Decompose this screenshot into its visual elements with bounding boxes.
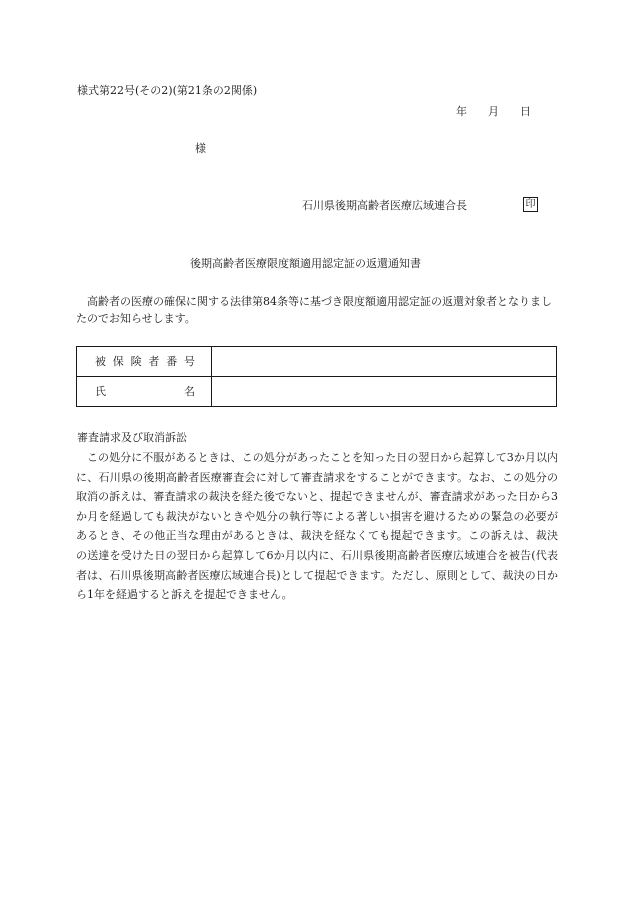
name-value (212, 377, 557, 407)
issuer-name: 石川県後期高齢者医療広域連合長 (302, 199, 467, 212)
recipient-honorific: 様 (195, 142, 206, 155)
date-month-label: 月 (488, 105, 499, 118)
label-char: 番 (166, 355, 178, 368)
appeal-heading: 審査請求及び取消訴訟 (77, 431, 187, 444)
label-char: 被 (95, 355, 106, 368)
label-char: 号 (183, 355, 195, 368)
table-row-name (77, 377, 557, 407)
intro-paragraph: 高齢者の医療の確保に関する法律第84条等に基づき限度額適用認定証の返還対象者となりましたのでお知らせします。 (76, 295, 552, 325)
date-day-label: 日 (520, 105, 531, 118)
appeal-body: この処分に不服があるときは、この処分があったことを知った日の翌日から起算して3か月以内に、石川県の後期高齢者医療審査会に対して審査請求をすることができます。なお、この処分の取消の訴えは、審査請求の裁決を経た後でないと、提起できませんが、審査請求があった日から3か月を経過しても裁決がないときや処分の執行等による著しい損害を避けるための緊急の必要があるとき、その他正当な理由があるときは、裁決を経なくても提起できます。この訴えは、裁決の送達を受けた日の翌日から起算して6か月以内に、石川県後期高齢者医療広域連合を被告(代表者は、石川県後期高齢者医療広域連合長)として提起できます。ただし、原則として、裁決の日から1年を経過すると訴えを提起できません。 (76, 451, 558, 602)
document-title: 後期高齢者医療限度額適用認定証の返還通知書 (190, 257, 421, 270)
name-label (77, 377, 212, 407)
name-label-text (95, 386, 195, 397)
insured-number-label (77, 347, 212, 377)
label-char: 氏 (95, 385, 106, 398)
date-line (456, 106, 531, 117)
insured-info-table (76, 346, 557, 407)
form-number: 様式第22号(その2)(第21条の2関係) (77, 84, 258, 97)
table-row-insured-number (77, 347, 557, 377)
label-char: 名 (184, 385, 195, 398)
label-char: 険 (130, 355, 142, 368)
insured-number-value (212, 347, 557, 377)
seal-box: 印 (523, 197, 538, 212)
label-char: 者 (148, 355, 160, 368)
insured-number-label-text (95, 356, 195, 367)
date-year-label: 年 (456, 105, 467, 118)
label-char: 保 (112, 355, 124, 368)
